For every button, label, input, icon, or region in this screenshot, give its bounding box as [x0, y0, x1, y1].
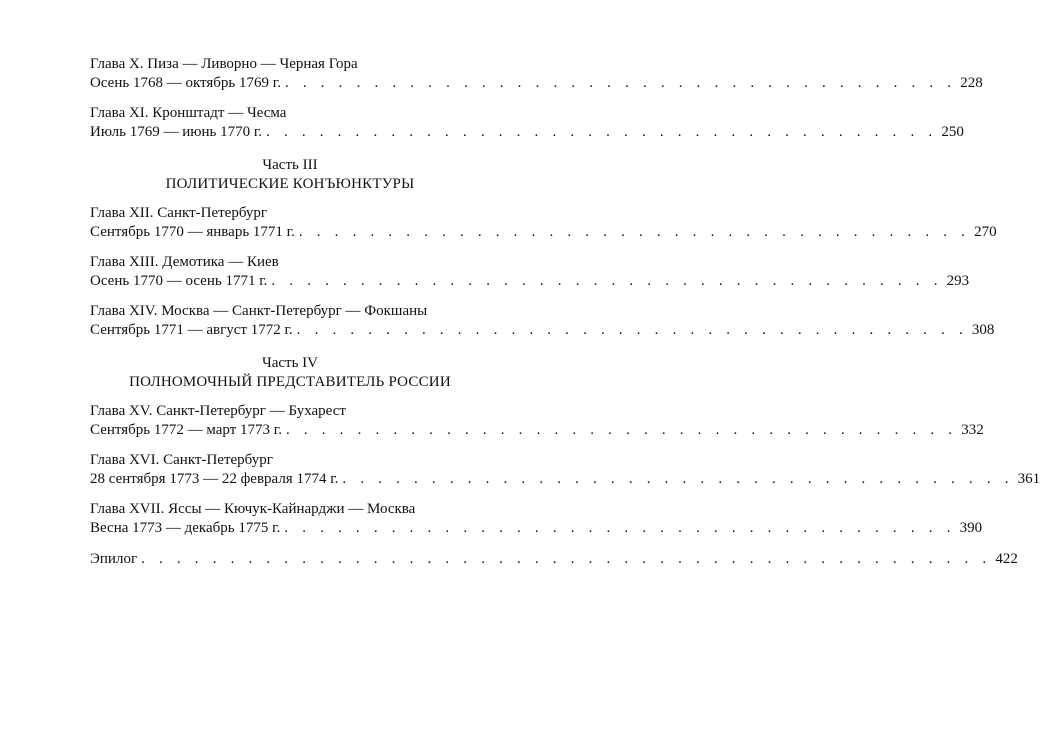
chapter-dates: Сентябрь 1771 — август 1772 г. — [90, 322, 293, 338]
toc-entry-chapter-15 — [90, 402, 984, 440]
dot-leader: . . . . . . . . . . . . . . . . . . . . . . . . . . . . . . . . . . . . . . — [266, 124, 938, 140]
epilogue-label: Эпилог — [90, 551, 138, 567]
page-number: 250 — [941, 124, 964, 140]
chapter-dates: Осень 1768 — октябрь 1769 г. — [90, 75, 281, 91]
chapter-title: Глава XIII. Демотика — Киев — [90, 254, 279, 270]
epilogue-row — [90, 550, 1018, 569]
dot-leader: . . . . . . . . . . . . . . . . . . . . . . . . . . . . . . . . . . . . . . — [342, 471, 1014, 487]
page-number: 308 — [971, 322, 995, 338]
chapter-dates-row — [90, 421, 984, 440]
page-number: 422 — [995, 551, 1018, 567]
part-3-heading — [90, 156, 490, 194]
table-of-contents — [90, 55, 1040, 580]
chapter-title: Глава X. Пиза — Ливорно — Черная Гора — [90, 56, 358, 72]
chapter-title: Глава XVI. Санкт-Петербург — [90, 452, 273, 468]
toc-entry-epilogue — [90, 550, 1018, 569]
page-number: 270 — [974, 224, 997, 240]
chapter-title: Глава XV. Санкт-Петербург — Бухарест — [90, 403, 346, 419]
chapter-dates: Сентябрь 1770 — январь 1771 г. — [90, 224, 295, 240]
toc-entry-chapter-13 — [90, 253, 970, 291]
chapter-title: Глава XI. Кронштадт — Чесма — [90, 105, 287, 121]
chapter-dates-row — [90, 272, 970, 291]
page-number: 293 — [946, 273, 970, 289]
chapter-dates-row — [90, 223, 997, 242]
chapter-dates-row — [90, 74, 983, 93]
chapter-dates: 28 сентября 1773 — 22 февраля 1774 г. — [90, 471, 339, 487]
dot-leader: . . . . . . . . . . . . . . . . . . . . . . . . . . . . . . . . . . . . . . — [296, 322, 968, 338]
part-label: Часть III — [262, 157, 318, 173]
dot-leader: . . . . . . . . . . . . . . . . . . . . . . . . . . . . . . . . . . . . . . — [285, 422, 958, 438]
dot-leader: . . . . . . . . . . . . . . . . . . . . . . . . . . . . . . . . . . . . . . . . . . . . . . . . — [141, 551, 992, 567]
part-title: ПОЛНОМОЧНЫЙ ПРЕДСТАВИТЕЛЬ РОССИИ — [129, 374, 451, 390]
toc-entry-chapter-12 — [90, 204, 997, 242]
toc-entry-chapter-10 — [90, 55, 983, 93]
toc-entry-chapter-16 — [90, 451, 1040, 489]
dot-leader: . . . . . . . . . . . . . . . . . . . . . . . . . . . . . . . . . . . . . . — [284, 520, 956, 536]
chapter-title: Глава XVII. Яссы — Кючук-Кайнарджи — Москва — [90, 501, 416, 517]
chapter-dates-row — [90, 321, 995, 340]
toc-entry-chapter-17 — [90, 500, 983, 538]
part-4-heading — [90, 354, 490, 392]
chapter-dates: Осень 1770 — осень 1771 г. — [90, 273, 268, 289]
dot-leader: . . . . . . . . . . . . . . . . . . . . . . . . . . . . . . . . . . . . . . — [298, 224, 971, 240]
chapter-title: Глава XIV. Москва — Санкт-Петербург — Фокшаны — [90, 303, 428, 319]
chapter-dates: Весна 1773 — декабрь 1775 г. — [90, 520, 281, 536]
page-number: 332 — [961, 422, 984, 438]
dot-leader: . . . . . . . . . . . . . . . . . . . . . . . . . . . . . . . . . . . . . . — [271, 273, 943, 289]
chapter-dates-row — [90, 470, 1040, 489]
page-number: 390 — [959, 520, 983, 536]
toc-entry-chapter-11 — [90, 104, 964, 142]
toc-entry-chapter-14 — [90, 302, 995, 340]
part-label: Часть IV — [261, 355, 319, 371]
chapter-dates-row — [90, 123, 964, 142]
chapter-dates: Сентябрь 1772 — март 1773 г. — [90, 422, 282, 438]
page-number: 361 — [1017, 471, 1040, 487]
chapter-dates: Июль 1769 — июнь 1770 г. — [90, 124, 263, 140]
chapter-title: Глава XII. Санкт-Петербург — [90, 205, 268, 221]
page-number: 228 — [960, 75, 983, 91]
part-title: ПОЛИТИЧЕСКИЕ КОНЪЮНКТУРЫ — [165, 176, 415, 192]
chapter-dates-row — [90, 519, 983, 538]
dot-leader: . . . . . . . . . . . . . . . . . . . . . . . . . . . . . . . . . . . . . . — [284, 75, 957, 91]
